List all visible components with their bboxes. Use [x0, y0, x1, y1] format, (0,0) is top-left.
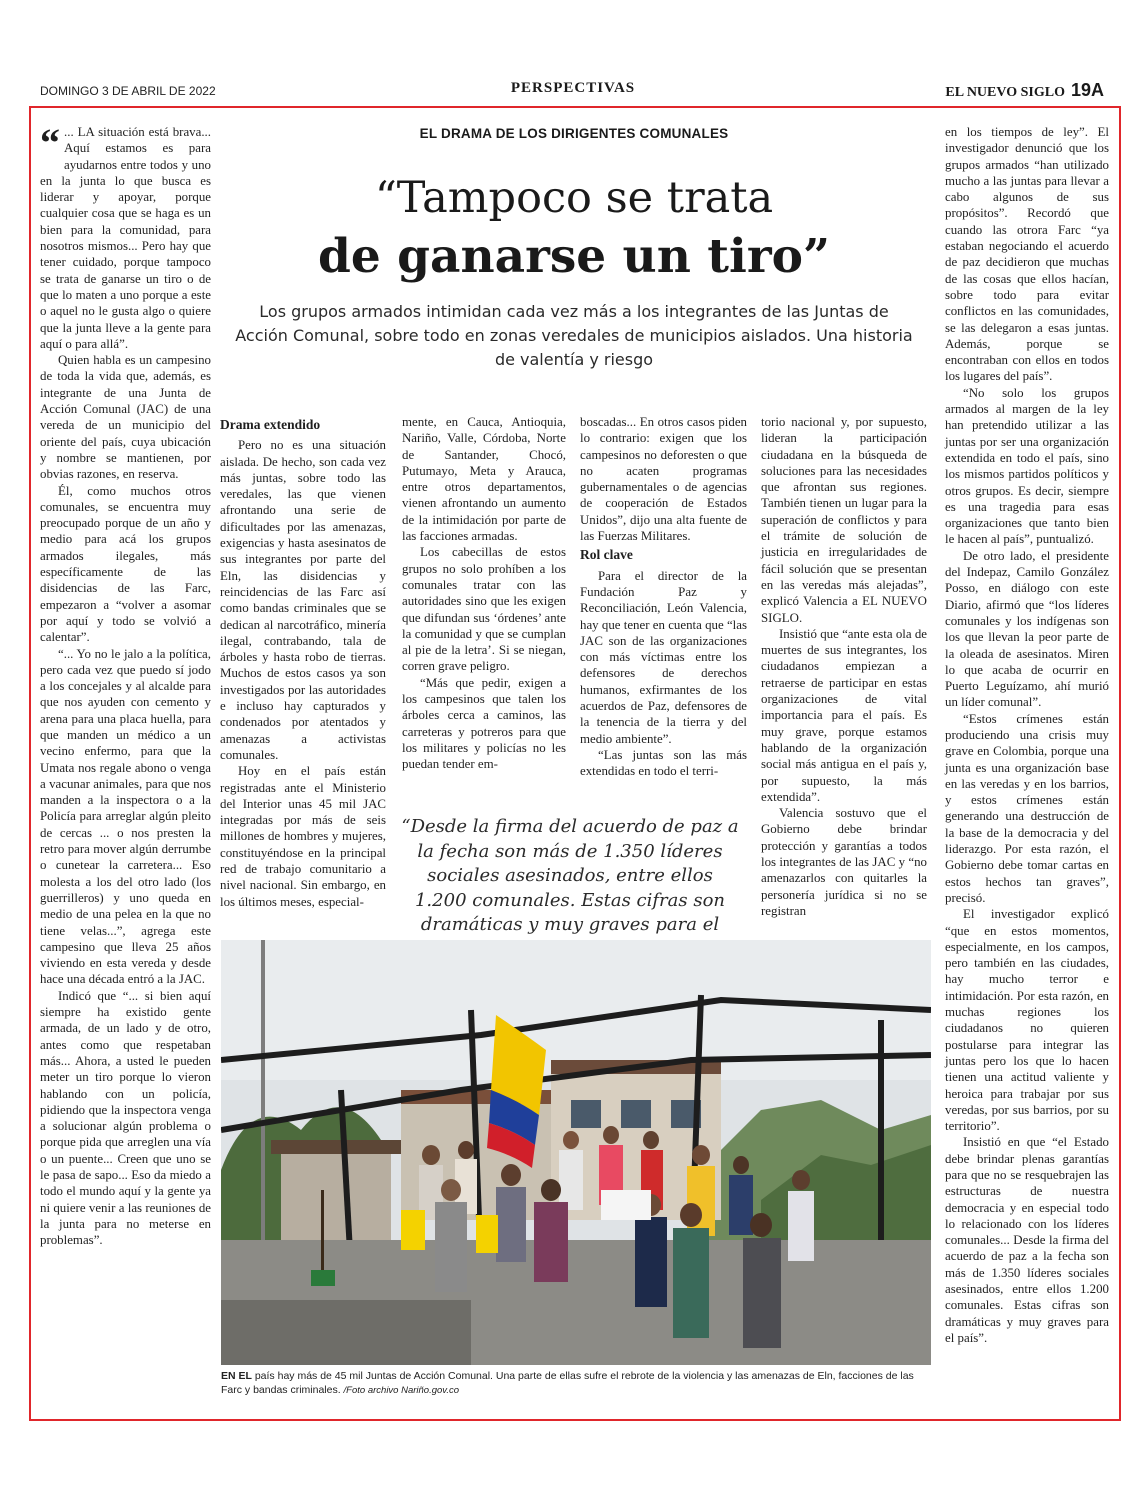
- caption-text: país hay más de 45 mil Juntas de Acción Comunal. Una parte de ellas sufre el rebrote de la violencia y las amenazas de Eln, facciones de las Farc y bandas criminales.: [221, 1370, 914, 1396]
- paragraph: boscadas... En otros casos piden lo contrario: exigen que los campesinos no deforesten o que no acaten programas gubernamentales o de agencias de cooperación de Estados Unidos”, dijo una alta fuente de las Fuerzas Militares.: [580, 415, 747, 544]
- paragraph: Insistió que “ante esta ola de muertes de sus integrantes, los ciudadanos empiezan a retraerse de participar en estas organizaciones de vital importancia para el país. Es muy grave, porque estamos hablando de la organización social más antigua en el país y, por supuesto, la más extendida”.: [761, 626, 927, 804]
- paragraph: Indicó que “... si bien aquí siempre ha existido gente armada, de un lado y de otro, antes como que respetaban más... Ahora, a usted le pueden meter un tiro porque lo vieron hablando con un policía, pidiendo que la inspectora venga a solucionar algún problema o porque pida que arreglen una vía o un puente... Creen que uno se le pasa de sapo... Eso da miedo a todo el mundo aquí y la gente ya ni quiere venir a las reuniones de la junta para no meterse en problemas”.: [40, 988, 211, 1248]
- paragraph: Valencia sostuvo que el Gobierno debe brindar protección y garantías a todos los integrantes de las JAC y “no amenazarlos con quitarles la personería jurídica si no se registran: [761, 806, 927, 918]
- pull-quote: “Desde la firma del acuerdo de paz a la fecha son más de 1.350 líderes sociales asesinados, entre ellos 1.200 comunales. Estas cifras son dramáticas y muy graves para el: [401, 816, 739, 935]
- paragraph: Los cabecillas de estos grupos no solo prohíben a los comunales tratar con las autoridades sino que les exigen que difundan sus ‘órdenes’ ante la comunidad y que se cumplan al pie de la letra’. Si se niegan, corren grave peligro.: [402, 545, 566, 674]
- section-name: PERSPECTIVAS: [510, 80, 636, 96]
- paragraph: “... Yo no le jalo a la política, pero cada vez que puedo sí jodo a los concejales y al alcalde para que nos ayuden con cemento y arena para una placa huella, para que manden un médico a un vecino enfermo, para que la Umata nos regale abono o venga a vacunar animales, para que nos manden a la inspectora o a la Policía para arreglar algún pleito de cercas ... o nos presten la retro para mover algún derrumbe o cunetear la carretera... Eso molesta a los del otro lado (los guerrilleros) y uno queda en medio de una pelea en la que no tiene velas...”, agrega este campesino que lleva 25 años viviendo en esta vereda y desde hace una década entró a la JAC.: [40, 646, 211, 987]
- caption-lead: EN EL: [221, 1370, 252, 1382]
- column-2: [220, 414, 386, 910]
- kicker: EL DRAMA DE LOS DIRIGENTES COMUNALES: [419, 126, 729, 141]
- headline-line-2: de ganarse un tiro”: [318, 229, 830, 284]
- paragraph: Para el director de la Fundación Paz y Reconciliación, León Valencia, hay que tener en cuenta que “las JAC son de las organizaciones con más víctimas entre los defensores de derechos humanos, exfirmantes de los acuerdos de Paz, defensores de la tenencia de la tierra y del medio ambiente”.: [580, 568, 747, 746]
- paragraph: El investigador explicó “que en estos momentos, especialmente, en los campos, pero también en las ciudades, hay mucho terror e intimidación. Por esta razón, en muchas regiones los ciudadanos no quieren postularse para integrar las juntas pero los que lo hacen tienen una actitud valiente y heroica para trabajar por sus veredas, por sus barrios, por su territorio”.: [945, 907, 1109, 1134]
- issue-date: DOMINGO 3 DE ABRIL DE 2022: [40, 84, 216, 98]
- paragraph: “No solo los grupos armados al margen de la ley han pretendido utilizar a las juntas por ser una organización extendida en todo el país, sino los mismos partidos políticos y otros grupos. Es decir, siempre es una tragedia para esas organizaciones que tanto bien le hacen al país”, puntualizó.: [945, 385, 1109, 547]
- paragraph: Insistió en que “el Estado debe brindar plenas garantías para que no se resquebrajen las estructuras de nuestra democracia y en especial todo lo relacionado con los líderes comunales... Desde la firma del acuerdo de paz a la fecha son más de 1.350 líderes sociales asesinados, entre ellos 1.200 comunales. Estas cifras son dramáticas y muy graves para el país”.: [945, 1135, 1109, 1345]
- paragraph: Quien habla es un campesino de toda la vida que, además, es integrante de una Junta de Acción Comunal (JAC) de una vereda de un municipio del oriente del país, cuya ubicación y nombre se mantienen, por obvias razones, en reserva.: [40, 353, 211, 482]
- masthead-name: EL NUEVO SIGLO: [945, 85, 1065, 100]
- column-4: [580, 414, 747, 780]
- community-meeting-photo: [221, 940, 931, 1365]
- column-6: [945, 124, 1109, 1346]
- headline-line-1: “Tampoco se trata: [374, 173, 774, 223]
- masthead: [945, 80, 1104, 101]
- caption-credit: /Foto archivo Nariño.gov.co: [343, 1385, 460, 1396]
- open-quote-icon: “: [40, 120, 60, 165]
- paragraph: “Estos crímenes están produciendo una crisis muy grave en Colombia, porque una junta es una organización base en las veredas y en los barrios, y estos crímenes están generando una destrucción de la base de la democracia y del liderazgo. Por esta razón, el Gobierno debe tomar cartas en estos hechos tan graves”, precisó.: [945, 711, 1109, 905]
- headline: [222, 170, 926, 288]
- paragraph: torio nacional y, por supuesto, lideran la participación ciudadana en la búsqueda de soluciones para las necesidades que afrontan sus regiones. También tienen un lugar para la superación de conflictos y para el trámite de solución de justicia en irregularidades de fácil solución que se presentan en las veredas más alejadas”, explicó Valencia a EL NUEVO SIGLO.: [761, 415, 927, 625]
- photo-caption: [221, 1369, 931, 1398]
- column-1: [40, 120, 211, 1248]
- column-3: [402, 414, 566, 773]
- paragraph: “Las juntas son las más extendidas en todo el terri-: [580, 747, 747, 779]
- paragraph: “Más que pedir, exigen a los campesinos que talen los árboles cerca a caminos, las carreteras y potreros para que los militares y policías no les puedan tender em-: [402, 675, 566, 772]
- column-5: [761, 414, 927, 919]
- deck: Los grupos armados intimidan cada vez más a los integrantes de las Juntas de Acción Comunal, sobre todo en zonas veredales de municipios aislados. Una historia de valentía y riesgo: [235, 302, 913, 369]
- paragraph: ... LA situación está brava... Aquí estamos es para ayudarnos entre todos y uno en la junta lo que busca es liderar y apoyar, porque cualquier cosa que se haga es un bien para la comunidad, para nosotros mismos... Pero hay que tener cuidado, porque tampoco se trata de ganarse un tiro o de que lo maten a uno porque a este o aquel no le gusta algo o quiere que la junta lleve a la gente para aquí o para allá”.: [40, 125, 211, 351]
- paragraph: De otro lado, el presidente del Indepaz, Camilo González Posso, en diálogo con este Diario, afirmó que “los líderes comunales y los indígenas son los que llevan la peor parte de la oleada de asesinatos. Miren lo que acaba de ocurrir en Puerto Leguízamo, ahí murió un líder comunal”.: [945, 548, 1109, 710]
- paragraph: Hoy en el país están registradas ante el Ministerio del Interior unas 45 mil JAC integradas por más de seis millones de hombres y mujeres, constituyéndose en la principal red de trabajo comunitario a nivel nacional. Sin embargo, en los últimos meses, especial-: [220, 764, 386, 909]
- paragraph: mente, en Cauca, Antioquia, Nariño, Valle, Córdoba, Norte de Santander, Chocó, Putumayo, Meta y Arauca, entre otros departamentos, vienen afrontando un aumento de la intimidación por parte de las facciones armadas.: [402, 415, 566, 544]
- paragraph: Pero no es una situación aislada. De hecho, son cada vez más juntas, sobre todo las veredales, las que vienen afrontando una serie de dificultades por las amenazas, exigencias y hasta asesinatos de sus integrantes por parte del Eln, las disidencias y reincidencias de las Farc así como bandas criminales que se dedican al narcotráfico, minería ilegal, contrabando, tala de árboles y hasta robo de tierras. Muchos de estos casos ya son investigados por las autoridades e incluso hay capturados y condenados por atentados y amenazas a activistas comunales.: [220, 438, 386, 762]
- subhead-drama: Drama extendido: [220, 417, 321, 432]
- subhead-rol: Rol clave: [580, 547, 633, 563]
- paragraph: Él, como muchos otros comunales, se encuentra muy preocupado porque de un año y medio para acá los grupos armados ilegales, más específicamente de las disidencias de las Farc, empezaron a “volver a asomar por aquí y todo se volvió a calentar”.: [40, 483, 211, 645]
- paragraph: en los tiempos de ley”. El investigador denunció que los grupos armados “han utilizado mucho a las juntas para llevar a cabo algunos de sus propósitos”. Recordó que cuando las otrora Farc “ya estaban negociando el acuerdo de paz decidieron que muchas de las cosas que ellos hacían, sobre todo para evitar conflictos en las comunidades, se las delegaron a esas juntas. Además, porque se encontraban con ellos en todos los lugares del país”.: [945, 125, 1109, 384]
- page-number: 19A: [1070, 80, 1104, 100]
